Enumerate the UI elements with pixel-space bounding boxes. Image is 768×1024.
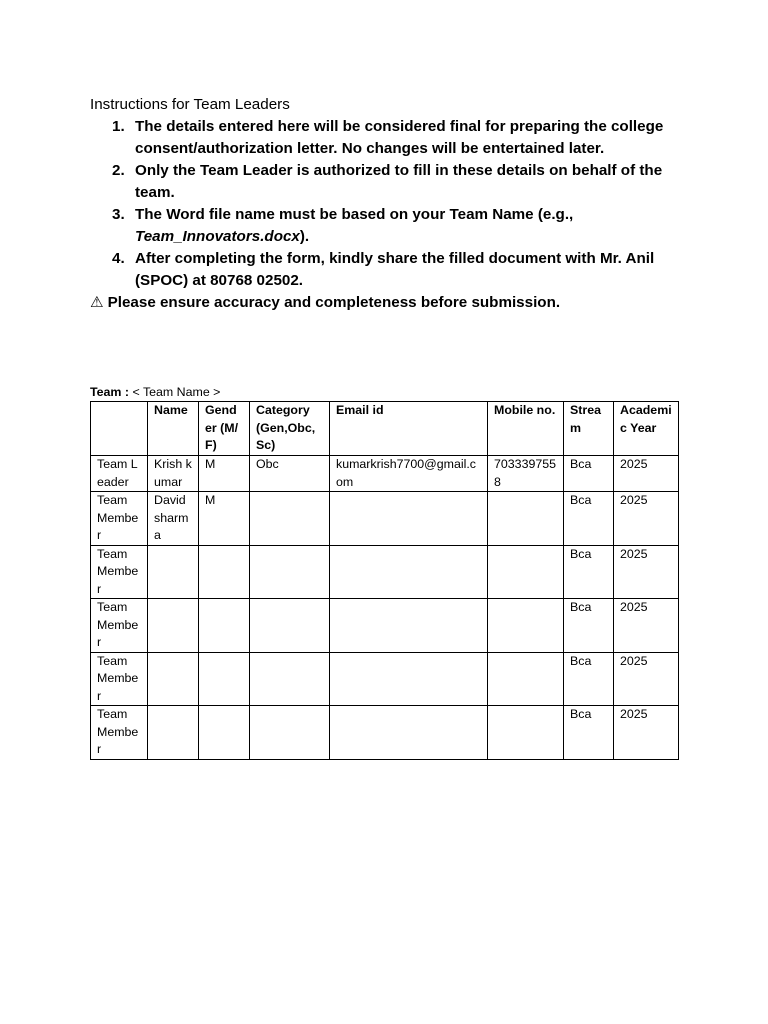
warning-text: Please ensure accuracy and completeness before submission. (107, 294, 561, 311)
instruction-number: 3. (112, 206, 125, 223)
cell-stream[interactable]: Bca (564, 599, 614, 653)
cell-academic-year[interactable]: 2025 (614, 492, 679, 546)
cell-stream[interactable]: Bca (564, 492, 614, 546)
cell-role[interactable]: Team Leader (91, 456, 148, 492)
team-label: Team : (90, 385, 130, 399)
cell-academic-year[interactable]: 2025 (614, 652, 679, 706)
cell-category[interactable] (250, 652, 330, 706)
cell-mobile[interactable]: 7033397558 (488, 456, 564, 492)
cell-role[interactable]: Team Member (91, 599, 148, 653)
cell-email[interactable] (330, 492, 488, 546)
cell-email[interactable] (330, 652, 488, 706)
team-name-value: < Team Name > (132, 385, 221, 399)
table-header-row (91, 402, 679, 456)
cell-mobile[interactable] (488, 652, 564, 706)
cell-category[interactable] (250, 492, 330, 546)
instructions-title: Instructions for Team Leaders (90, 96, 290, 113)
cell-stream[interactable]: Bca (564, 456, 614, 492)
cell-stream[interactable]: Bca (564, 706, 614, 760)
team-name-line (90, 383, 220, 401)
cell-name[interactable]: Krish kumar (148, 456, 199, 492)
cell-stream[interactable]: Bca (564, 545, 614, 599)
cell-role[interactable]: Team Member (91, 706, 148, 760)
table-row (91, 545, 679, 599)
instruction-text-pre: The Word file name must be based on your Team Name (e.g., (135, 206, 574, 223)
cell-email[interactable] (330, 706, 488, 760)
cell-name[interactable] (148, 706, 199, 760)
instruction-text: The details entered here will be considered final for preparing the college consent/authorization letter. No changes will be entertained later. (135, 118, 664, 157)
header-cell-gender: Gender (M/F) (199, 402, 250, 456)
cell-academic-year[interactable]: 2025 (614, 706, 679, 760)
table-row (91, 456, 679, 492)
instruction-item-4 (90, 248, 690, 292)
table-row (91, 599, 679, 653)
cell-gender[interactable] (199, 706, 250, 760)
cell-role[interactable]: Team Member (91, 652, 148, 706)
header-cell-category: Category (Gen,Obc,Sc) (250, 402, 330, 456)
warning-icon: ⚠ (90, 294, 104, 311)
cell-email[interactable]: kumarkrish7700@gmail.com (330, 456, 488, 492)
instruction-item-1 (90, 116, 690, 160)
table-row (91, 652, 679, 706)
cell-role[interactable]: Team Member (91, 545, 148, 599)
header-cell-stream: Stream (564, 402, 614, 456)
instruction-number: 1. (112, 118, 125, 135)
cell-mobile[interactable] (488, 492, 564, 546)
cell-gender[interactable] (199, 545, 250, 599)
cell-gender[interactable]: M (199, 456, 250, 492)
cell-gender[interactable] (199, 652, 250, 706)
cell-category[interactable] (250, 599, 330, 653)
cell-academic-year[interactable]: 2025 (614, 545, 679, 599)
header-cell-mobile: Mobile no. (488, 402, 564, 456)
instructions-block (90, 94, 690, 314)
cell-gender[interactable] (199, 599, 250, 653)
instruction-item-3 (90, 204, 690, 248)
cell-category[interactable]: Obc (250, 456, 330, 492)
header-cell-role (91, 402, 148, 456)
cell-stream[interactable]: Bca (564, 652, 614, 706)
cell-email[interactable] (330, 599, 488, 653)
cell-mobile[interactable] (488, 706, 564, 760)
cell-name[interactable]: David sharma (148, 492, 199, 546)
cell-category[interactable] (250, 545, 330, 599)
instruction-number: 2. (112, 162, 125, 179)
cell-mobile[interactable] (488, 545, 564, 599)
instruction-item-2 (90, 160, 690, 204)
cell-email[interactable] (330, 545, 488, 599)
instruction-number: 4. (112, 250, 125, 267)
team-roster-table (90, 401, 679, 760)
example-filename: Team_Innovators.docx (135, 228, 300, 245)
header-cell-name: Name (148, 402, 199, 456)
cell-gender[interactable]: M (199, 492, 250, 546)
warning-note (90, 292, 690, 314)
header-cell-academic-year: Academic Year (614, 402, 679, 456)
cell-name[interactable] (148, 652, 199, 706)
table-row (91, 706, 679, 760)
cell-name[interactable] (148, 599, 199, 653)
header-cell-email: Email id (330, 402, 488, 456)
cell-mobile[interactable] (488, 599, 564, 653)
instruction-text: Only the Team Leader is authorized to fill in these details on behalf of the team. (135, 162, 663, 201)
cell-category[interactable] (250, 706, 330, 760)
instruction-text-post: ). (299, 228, 310, 245)
cell-name[interactable] (148, 545, 199, 599)
instruction-text: After completing the form, kindly share the filled document with Mr. Anil (SPOC) at 80768 02502. (135, 250, 655, 289)
cell-academic-year[interactable]: 2025 (614, 599, 679, 653)
cell-role[interactable]: Team Member (91, 492, 148, 546)
instructions-list (90, 116, 690, 292)
cell-academic-year[interactable]: 2025 (614, 456, 679, 492)
table-row (91, 492, 679, 546)
